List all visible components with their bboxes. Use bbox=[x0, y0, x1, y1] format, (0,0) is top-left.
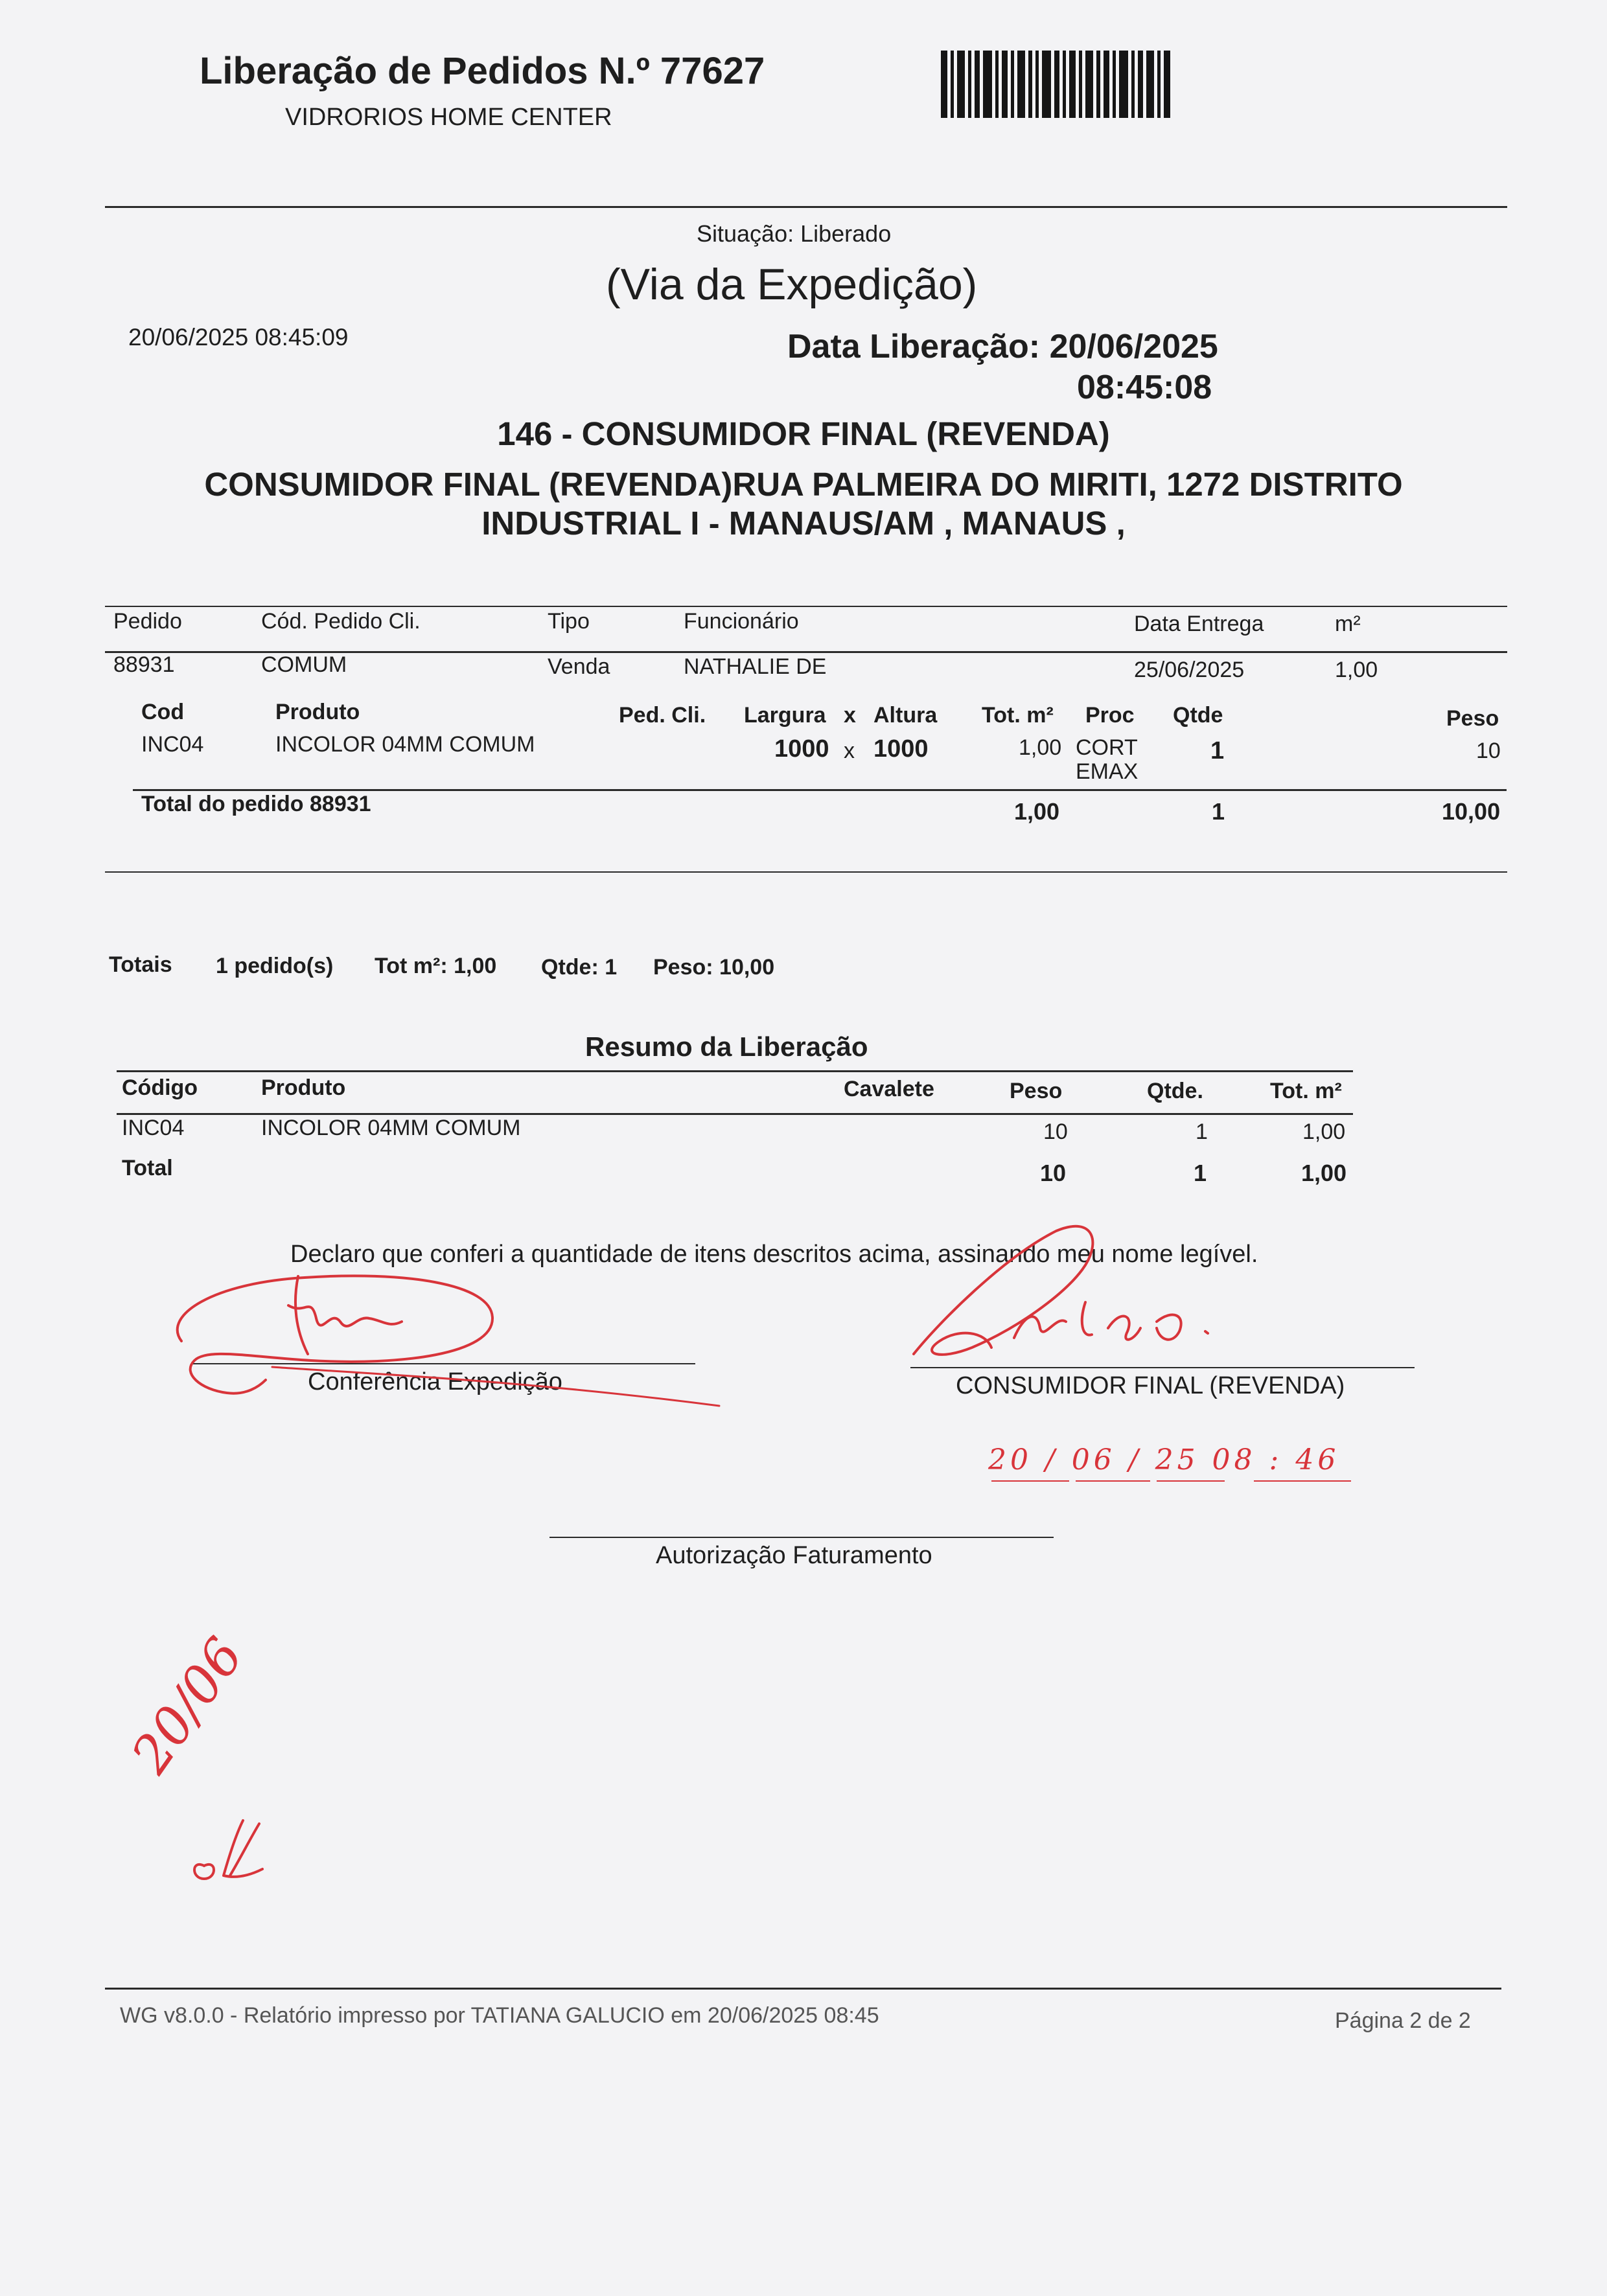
order-table-top-line bbox=[105, 606, 1507, 607]
print-datetime: 20/06/2025 08:45:09 bbox=[128, 324, 349, 350]
item-x: x bbox=[844, 739, 855, 763]
resumo-total-peso: 10 bbox=[1040, 1160, 1067, 1186]
resumo-top-line bbox=[117, 1070, 1353, 1072]
autorizacao-line bbox=[549, 1537, 1054, 1538]
resumo-qtde: 1 bbox=[1196, 1119, 1208, 1144]
header-divider bbox=[105, 206, 1507, 208]
resumo-total-qtde: 1 bbox=[1194, 1160, 1207, 1186]
item-col-x: x bbox=[844, 703, 856, 728]
situacao-label: Situação: Liberado bbox=[697, 220, 892, 247]
resumo-produto: INCOLOR 04MM COMUM bbox=[261, 1116, 521, 1140]
client-code: 146 - CONSUMIDOR FINAL (REVENDA) bbox=[497, 415, 1110, 452]
client-address-line2: INDUSTRIAL I - MANAUS/AM , MANAUS , bbox=[481, 505, 1126, 542]
date-underline-3 bbox=[1157, 1480, 1225, 1482]
cell-tipo: Venda bbox=[548, 654, 610, 679]
cell-data-entrega: 25/06/2025 bbox=[1134, 658, 1245, 682]
conferencia-label: Conferência Expedição bbox=[308, 1368, 562, 1395]
cell-m2: 1,00 bbox=[1335, 658, 1378, 682]
resumo-col-produto: Produto bbox=[261, 1075, 346, 1100]
col-m2: m² bbox=[1335, 612, 1361, 636]
col-funcionario: Funcionário bbox=[684, 609, 799, 634]
cliente-signature bbox=[901, 1218, 1238, 1373]
margin-initials bbox=[185, 1814, 275, 1892]
item-proc-line2: EMAX bbox=[1076, 759, 1139, 784]
item-col-cod: Cod bbox=[141, 700, 185, 724]
company-name: VIDRORIOS HOME CENTER bbox=[285, 104, 612, 131]
resumo-title: Resumo da Liberação bbox=[585, 1031, 868, 1062]
item-col-proc: Proc bbox=[1085, 703, 1135, 728]
totais-pedidos: 1 pedido(s) bbox=[216, 954, 334, 978]
order-total-label: Total do pedido 88931 bbox=[141, 792, 371, 816]
hora-liberacao: 08:45:08 bbox=[1077, 369, 1212, 406]
order-table-bottom-line bbox=[105, 871, 1507, 873]
item-altura: 1000 bbox=[873, 735, 929, 763]
margin-handwritten-note: 20/06 bbox=[120, 1627, 255, 1784]
item-col-qtde: Qtde bbox=[1173, 703, 1223, 728]
autorizacao-label: Autorização Faturamento bbox=[656, 1542, 932, 1569]
client-address-line1: CONSUMIDOR FINAL (REVENDA)RUA PALMEIRA DO MIRITI, 1272 DISTRITO bbox=[204, 466, 1403, 503]
col-cod-pedido-cli: Cód. Pedido Cli. bbox=[261, 609, 421, 634]
cell-pedido: 88931 bbox=[113, 652, 175, 677]
declaration-text: Declaro que conferi a quantidade de itens descritos acima, assinando meu nome legível. bbox=[290, 1241, 1258, 1268]
barcode bbox=[941, 51, 1183, 118]
col-pedido: Pedido bbox=[113, 609, 182, 634]
resumo-col-codigo: Código bbox=[122, 1075, 198, 1100]
item-produto: INCOLOR 04MM COMUM bbox=[275, 732, 535, 757]
handwritten-date: 20 / 06 / 25 08 : 46 bbox=[988, 1443, 1340, 1476]
footer-page-number: Página 2 de 2 bbox=[1335, 2008, 1471, 2033]
resumo-total-label: Total bbox=[122, 1156, 173, 1180]
date-underline-4 bbox=[1254, 1480, 1351, 1482]
item-col-largura: Largura bbox=[744, 703, 826, 728]
cell-funcionario: NATHALIE DE bbox=[684, 654, 827, 679]
cell-cod-pedido-cli: COMUM bbox=[261, 652, 347, 677]
resumo-col-qtde: Qtde. bbox=[1147, 1079, 1203, 1103]
resumo-col-tot-m2: Tot. m² bbox=[1270, 1079, 1342, 1103]
cliente-label: CONSUMIDOR FINAL (REVENDA) bbox=[956, 1372, 1345, 1399]
item-qtde: 1 bbox=[1210, 737, 1225, 764]
data-liberacao: Data Liberação: 20/06/2025 bbox=[787, 328, 1218, 365]
footer-printed-by: WG v8.0.0 - Relatório impresso por TATIANA GALUCIO em 20/06/2025 08:45 bbox=[120, 2003, 879, 2028]
item-cod: INC04 bbox=[141, 732, 204, 757]
totais-m2: Tot m²: 1,00 bbox=[375, 954, 497, 978]
item-tot-m2: 1,00 bbox=[1019, 735, 1062, 760]
item-col-peso: Peso bbox=[1446, 706, 1499, 731]
item-proc-line1: CORT bbox=[1076, 735, 1138, 760]
item-total-line bbox=[133, 789, 1507, 791]
item-peso: 10 bbox=[1476, 739, 1501, 763]
resumo-header-line bbox=[117, 1113, 1353, 1115]
col-data-entrega: Data Entrega bbox=[1134, 612, 1264, 636]
resumo-codigo: INC04 bbox=[122, 1116, 185, 1140]
resumo-col-cavalete: Cavalete bbox=[844, 1077, 934, 1101]
item-col-tot-m2: Tot. m² bbox=[982, 703, 1054, 728]
item-col-altura: Altura bbox=[873, 703, 938, 728]
order-total-m2: 1,00 bbox=[1014, 798, 1060, 825]
item-largura: 1000 bbox=[774, 735, 829, 763]
resumo-peso: 10 bbox=[1043, 1119, 1068, 1144]
date-underline-1 bbox=[991, 1480, 1069, 1482]
totais-label: Totais bbox=[109, 952, 172, 977]
date-underline-2 bbox=[1076, 1480, 1150, 1482]
resumo-tot-m2: 1,00 bbox=[1302, 1119, 1346, 1144]
conferencia-signature bbox=[156, 1257, 726, 1412]
resumo-total-tot-m2: 1,00 bbox=[1301, 1160, 1347, 1186]
order-total-qtde: 1 bbox=[1212, 798, 1225, 825]
document-title: Liberação de Pedidos N.º 77627 bbox=[200, 50, 765, 92]
totais-qtde: Qtde: 1 bbox=[541, 955, 618, 980]
col-tipo: Tipo bbox=[548, 609, 590, 634]
item-col-ped-cli: Ped. Cli. bbox=[619, 703, 706, 728]
resumo-col-peso: Peso bbox=[1010, 1079, 1063, 1103]
item-col-produto: Produto bbox=[275, 700, 360, 724]
totais-peso: Peso: 10,00 bbox=[653, 955, 775, 980]
via-label: (Via da Expedição) bbox=[606, 260, 978, 309]
footer-divider bbox=[105, 1988, 1501, 1990]
order-total-peso: 10,00 bbox=[1442, 798, 1501, 825]
